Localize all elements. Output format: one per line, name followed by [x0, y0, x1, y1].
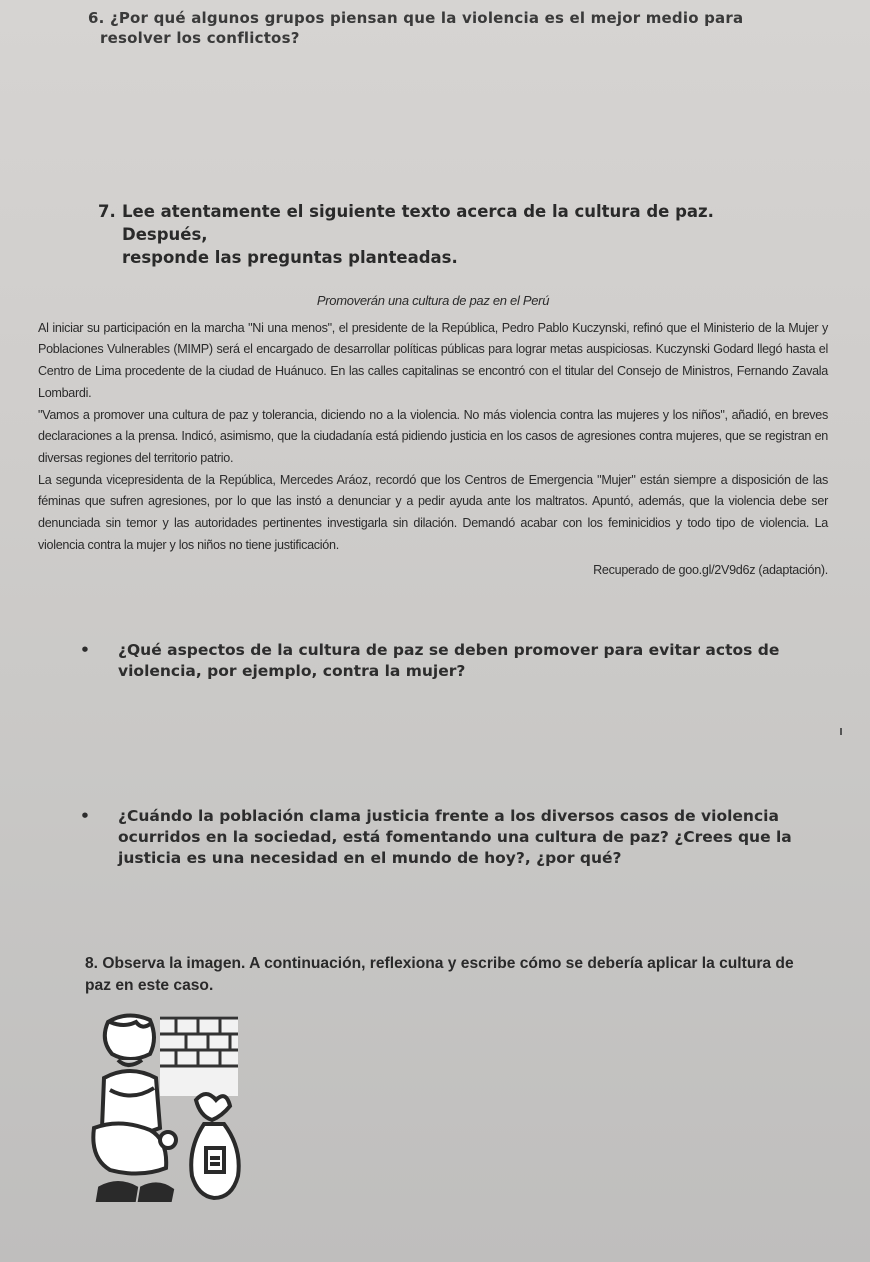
article-title: Promoverán una cultura de paz en el Perú [316, 293, 550, 308]
brick-wall-icon [160, 1016, 238, 1096]
article-paragraph-2: "Vamos a promover una cultura de paz y tolerancia, diciendo no a la violencia. No más violencia contra las mujeres y los niños", añadió, en breves declaraciones a la prensa. Indicó, asimismo, que la ciudadanía está pidiendo justicia en los casos de agresiones contra mujeres, que se registran en diversas regiones del territorio patrio. [38, 407, 828, 465]
bullet-marker: • [80, 641, 90, 659]
subquestion-1-text: ¿Qué aspectos de la cultura de paz se deben promover para evitar actos de violencia, por ejemplo, contra la mujer? [118, 641, 780, 680]
article-paragraph-1: Al iniciar su participación en la marcha "Ni una menos", el presidente de la República, Pedro Pablo Kuczynski, refinó que el Ministerio de la Mujer y Poblaciones Vulnerables (MIMP) será el encargado de desarrollar políticas públicas para lograr metas auspiciosas. Kuczynski Godard llegó hasta el Centro de Lima procedente de la ciudad de Huánuco. En las calles capitalinas se encontró con el titular del Consejo de Ministros, Fernando Zavala Lombardi. [38, 320, 828, 400]
question-7-line2: responde las preguntas planteadas. [122, 248, 458, 267]
subquestion-2-text: ¿Cuándo la población clama justicia frente a los diversos casos de violencia ocurridos en la sociedad, está fomentando una cultura de paz? ¿Crees que la justicia es una necesidad en el mundo de hoy?, ¿por qué? [118, 807, 792, 867]
question-7 [98, 200, 798, 269]
question-7-number: 7. [98, 202, 116, 221]
article-source: Recuperado de goo.gl/2V9d6z (adaptación). [593, 563, 828, 578]
subquestion-1 [70, 640, 800, 682]
money-bag-icon [191, 1094, 239, 1198]
question-7-subquestions [70, 640, 800, 869]
question-6-line2: resolver los conflictos? [100, 29, 300, 47]
question-6-line1: 6. ¿Por qué algunos grupos piensan que la violencia es el mejor medio para [88, 9, 744, 27]
question-7-line1: Lee atentamente el siguiente texto acerca de la cultura de paz. Después, [122, 202, 714, 244]
news-article [38, 290, 828, 582]
robbery-illustration [80, 1008, 250, 1208]
question-8: 8. Observa la imagen. A continuación, reflexiona y escribe cómo se debería aplicar la cultura de paz en este caso. [85, 955, 794, 994]
bullet-marker: • [80, 807, 90, 825]
question-6 [88, 8, 828, 48]
article-paragraph-3: La segunda vicepresidenta de la República, Mercedes Aráoz, recordó que los Centros de Emergencia "Mujer" están siempre a disposición de las féminas que sufren agresiones, por lo que las instó a denunciar y a pedir ayuda ante los maltratos. Apuntó, además, que la violencia debe ser denunciada sin temor y las autoridades pertinentes investigarla sin dilación. Demandó acabar con los feminicidios y todo tipo de violencia. La violencia contra la mujer y los niños no tiene justificación. [38, 472, 828, 552]
pencil-mark [840, 728, 842, 735]
subquestion-2 [70, 806, 800, 869]
